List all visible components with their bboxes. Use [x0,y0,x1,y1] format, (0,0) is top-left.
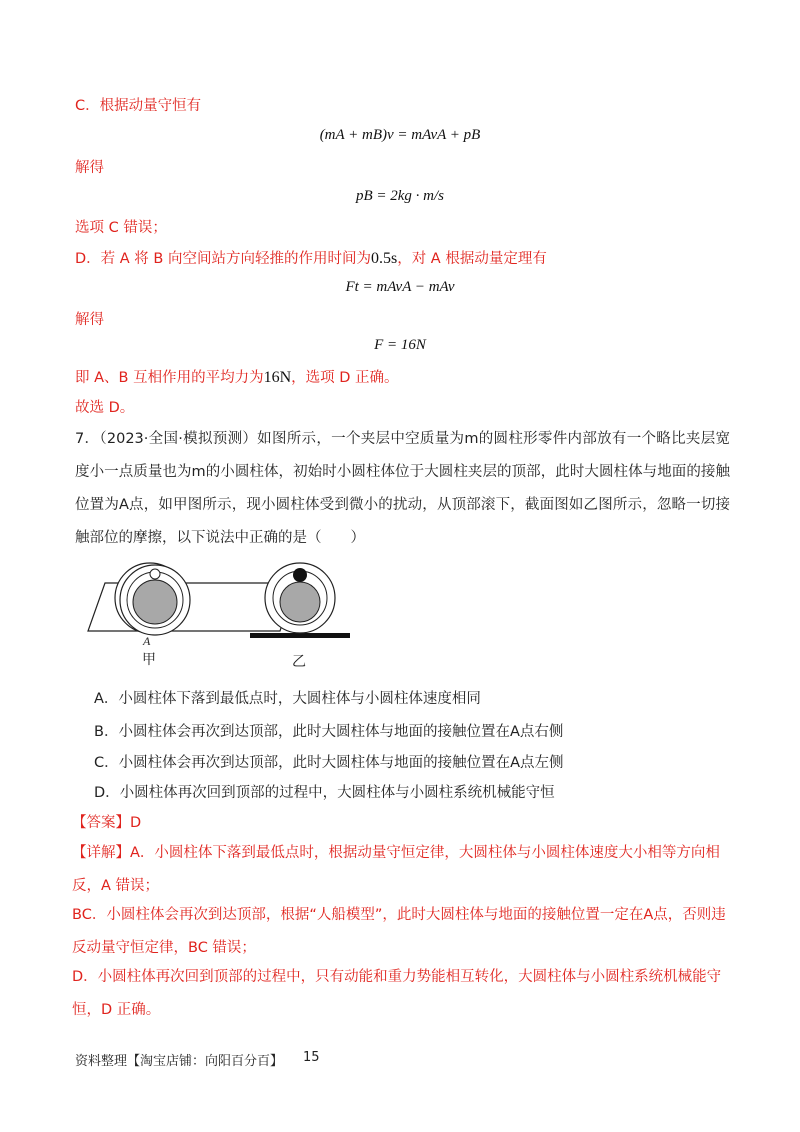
equation-momentum-theorem: Ft = mAvA − mAv [345,279,455,295]
option-d: D．小圆柱体再次回到顶部的过程中，大圆柱体与小圆柱系统机械能守恒 [94,785,555,801]
solution-d-intro [75,249,547,269]
figure-yi [250,563,350,670]
figure-yi-label: 乙 [292,654,306,670]
page-number: 15 [303,1050,320,1065]
question-7-text: 7．（2023·全国·模拟预测）如图所示，一个夹层中空质量为m的圆柱形零件内部放有一个略比夹层宽度小一点质量也为m的小圆柱体，初始时小圆柱体位于大圆柱夹层的顶部，此时大圆柱体与地面的接触位置为A点，如甲图所示，现小圆柱体受到微小的扰动，从顶部滚下，截面图如乙图所示，忽略一切接触部位的摩擦，以下说法中正确的是（ ） [75,431,730,546]
equation-pb-result: pB = 2kg · m/s [355,188,445,204]
answer-label: 【答案】D [72,815,142,831]
figure-jia [88,563,295,668]
question-figure [80,560,370,675]
solution-d-result [75,368,399,388]
solution-d-intro-time: 0.5s [370,250,398,267]
solution-d-result-post: ，选项 D 正确。 [291,370,399,386]
figure-yi-ground [250,633,350,638]
figure-jia-label: 甲 [142,652,156,668]
solution-jiede-2: 解得 [75,312,104,328]
solution-jiede-1: 解得 [75,160,104,176]
answer-detail-bc: BC．小圆柱体会再次到达顶部，根据“人船模型”，此时大圆柱体与地面的接触位置一定在A点，否则违反动量守恒定律，BC 错误； [72,907,726,956]
equation-force-result: F = 16N [374,337,426,353]
solution-d-result-pre: 即 A、B 互相作用的平均力为 [75,370,264,386]
answer-detail-a [72,837,732,903]
page-footer [75,1050,320,1069]
solution-final: 故选 D。 [75,400,135,416]
figure-point-a-label: A [143,634,151,648]
answer-detail-d: D．小圆柱体再次回到顶部的过程中，只有动能和重力势能相互转化，大圆柱体与小圆柱系统机械能守恒，D 正确。 [72,969,722,1018]
footer-source: 资料整理【淘宝店铺：向阳百分百】 [75,1054,284,1069]
solution-c-intro: C．根据动量守恒有 [75,98,202,114]
figure-jia-core [133,580,177,624]
answer-detail-a-text: A．小圆柱体下落到最低点时，根据动量守恒定律，大圆柱体与小圆柱体速度大小相等方向相反，A 错误； [72,845,720,894]
solution-d-intro-pre: D．若 A 将 B 向空间站方向轻推的作用时间为 [75,251,371,267]
equation-momentum-conservation: (mA + mB)v = mAvA + pB [319,127,481,143]
figure-yi-core [280,582,320,622]
solution-d-intro-post: ，对 A 根据动量定理有 [397,251,547,267]
solution-c-conclusion: 选项 C 错误； [75,220,167,236]
figure-yi-small-cylinder [293,568,307,582]
figure-jia-small-cylinder [150,569,160,579]
option-a: A．小圆柱体下落到最低点时，大圆柱体与小圆柱体速度相同 [94,691,481,707]
option-b: B．小圆柱体会再次到达顶部，此时大圆柱体与地面的接触位置在A点右侧 [94,724,564,740]
option-c: C．小圆柱体会再次到达顶部，此时大圆柱体与地面的接触位置在A点左侧 [94,755,564,771]
answer-detail-label: 【详解】 [72,845,130,861]
solution-d-result-force: 16N [263,369,292,386]
